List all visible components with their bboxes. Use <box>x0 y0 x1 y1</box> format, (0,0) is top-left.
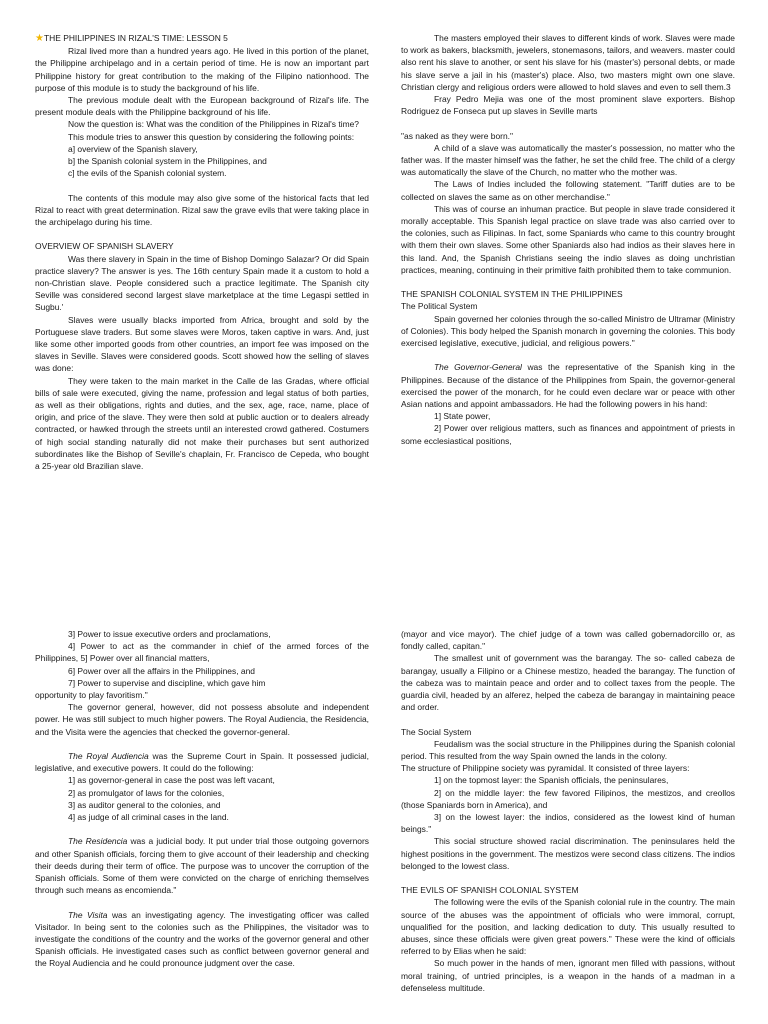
list-item: a] overview of the Spanish slavery, <box>68 143 198 154</box>
column-bottom-right <box>401 628 735 994</box>
paragraph: This was of course an inhuman practice. But people in slave trade considered it morally acceptable. This Spanish legal practice on slave trade was also carried over to the colonies, such as Filipinas. In fact, some Spaniards who came to this country brought with them their own slaves. Some other Spaniards also had indios as their slaves here in this land. And, the Spanish Christians seeing the indio slaves as doing unchristian practices, meaning, continuing in their primitive faith prohibited them to take communion. <box>401 203 735 275</box>
list-item: 4] Power to act as the commander in chief of the armed forces of the Philippines, 5] Power over all financial matters, <box>35 641 369 664</box>
paragraph: "as naked as they were born." <box>401 130 513 141</box>
list-item: b] the Spanish colonial system in the Philippines, and <box>68 156 267 167</box>
block-quote: So much power in the hands of men, ignorant men filled with passions, without moral training, of untried principles, is a weapon in the hands of a madman in a defenseless multitude. <box>401 958 735 993</box>
list-item: 1] as governor-general in case the post was left vacant, <box>68 775 275 786</box>
paragraph: The masters employed their slaves to different kinds of work. Slaves were made to work as bakers, blacksmith, jewelers, stonemasons, tailors, and weavers. master could also rent his slave to another, or sent his slave for his (master's) personal debts, or made his slave serve a jail in his (master's) place. Also, two masters might own one slave. Christian clergy and religious orders were allowed to hold slaves and even to sell them.3 <box>401 33 735 92</box>
paragraph: This module tries to answer this question by considering the following points: <box>68 131 355 142</box>
list-item: 2] on the middle layer: the few favored Filipinos, the mestizos, and creollos (those Spaniards born in America), and <box>401 787 735 810</box>
paragraph: This social structure showed racial discrimination. The peninsulares held the highest positions in the government. The mestizos were second class citizens. The indios belonged to the lowest class. <box>401 836 735 871</box>
paragraph: Now the question is: What was the condition of the Philippines in Rizal's time? <box>68 119 359 130</box>
list-item: 3] Power to issue executive orders and proclamations, <box>68 629 271 639</box>
term-royal-audiencia: The Royal Audiencia <box>68 751 149 762</box>
paragraph: The Governor-General was the representative of the Spanish king in the Philippines. Because of the distance of the Philippines from Spain, the governor-general exercised the power of the monarch, for he could even declare war or peace with other Asian nations and appoint ambassadors. He had the following powers in his hand: <box>401 362 735 410</box>
section-heading: THE SPANISH COLONIAL SYSTEM IN THE PHILIPPINES <box>401 289 623 300</box>
list-item: 2] as promulgator of laws for the colonies, <box>68 787 225 798</box>
column-top-left <box>35 32 369 472</box>
term-visita: The Visita <box>68 909 108 920</box>
subsection-heading: The Social System <box>401 726 472 737</box>
paragraph: Spain governed her colonies through the so-called Ministro de Ultramar (Ministry of Colonies). This body helped the Spanish monarch in governing the colonies. This body exercised legislative, executive, judicial, and religious powers." <box>401 313 735 349</box>
paragraph: The Royal Audiencia was the Supreme Court in Spain. It possessed judicial, legislative, and executive powers. It could do the following: <box>35 751 369 774</box>
list-item: 4] as judge of all criminal cases in the land. <box>68 812 229 823</box>
paragraph: The Visita was an investigating agency. The investigating officer was called Visitador. In being sent to the colonies such as the Philippines, the visitador was to investigate the conditions of the country and the works of the governor general and other Spanish officials. He investigated cases such as conflict between governor general and the Royal Audiencia and he could pronounce judgment over the case. <box>35 909 369 969</box>
paragraph: The following were the evils of the Spanish colonial rule in the country. The main source of the abuses was the appointment of officials who were immoral, corrupt, unqualified for the position, and lacking dedication to duty. This usually resulted to abuses, since these officials were given great powers." These were the kind of officials referred to by Elias when he said: <box>401 897 735 957</box>
paragraph: Slaves were usually blacks imported from Africa, brought and sold by the Portuguese slave traders. But some slaves were Moros, taken captive in wars. And, just like some other imported goods from other countries, an import fee was imposed on the slaves in Seville. Slaves were considered goods. Scott showed how the selling of slaves was done: <box>35 314 369 374</box>
paragraph: The structure of Philippine society was pyramidal. It consisted of three layers: <box>401 763 690 774</box>
paragraph: Rizal lived more than a hundred years ago. He lived in this portion of the planet, the Philippine archipelago and in a certain period of time. He is now an important part Philippine history for great contribution to the making of the Filipino nationhood. The purpose of this module is to study the background of his life. <box>35 46 369 93</box>
paragraph: Was there slavery in Spain in the time of Bishop Domingo Salazar? Or did Spain practice slavery? The answer is yes. The 16th century Spain made it a custom to hold a non-Christian slave. People considered such a practice legitimate. The Spanish city Seville was considered second largest slave marketplace at the time Legaspi settled in Sugbu.' <box>35 253 369 313</box>
block-quote: They were taken to the main market in the Calle de las Gradas, where official bills of sale were executed, giving the name, profession and legal status of both parties, as well as their obligations, rights and duties, and the sex, age, race, name, place of origin, and price of the slave. They were then sold at public auction or to dealers already contracted, or hawked through the streets until an interested crowd gathered. Costumers of high social standing naturally did not make their purchases but sent authorized subordinates like the Bishop of Seville's chaplain, Fr. Francisco de Cepeda, who bought a 25-year old Brazilian slave. <box>35 375 369 472</box>
term-governor-general: The Governor-General <box>434 362 522 373</box>
column-top-right <box>401 32 735 447</box>
paragraph: The contents of this module may also give some of the historical facts that led Rizal to react with great determination. Rizal saw the grave evils that were taking place in the archipelago during his time. <box>35 192 369 228</box>
section-heading: THE EVILS OF SPANISH COLONIAL SYSTEM <box>401 885 579 896</box>
section-heading: OVERVIEW OF SPANISH SLAVERY <box>35 241 174 252</box>
term-residencia: The Residencia <box>68 836 128 847</box>
list-item: opportunity to play favoritism." <box>35 690 148 701</box>
paragraph: (mayor and vice mayor). The chief judge of a town was called gobernadorcillo or, as fondly called, capitan." <box>401 629 735 652</box>
list-item: 7] Power to supervise and discipline, which gave him <box>68 677 266 688</box>
paragraph: The smallest unit of government was the barangay. The so- called cabeza de barangay, usually a Filipino or a Chinese mestizo, headed the barangay. The function of the cabeza was to maintain peace and order and to collect taxes from the people. The guardia civil, headed by an alferez, helped the cabeza de barangay in maintaining peace and order. <box>401 653 735 713</box>
paragraph: The previous module dealt with the European background of Rizal's life. The present module deals with the Philippine background of his life. <box>35 95 369 118</box>
paragraph: A child of a slave was automatically the master's possession, no matter who the father was. If the master himself was the father, he set the child free. The child of a clergy was automatically the slave of the Church, no matter who the mother was. <box>401 142 735 178</box>
star-icon: ★ <box>35 33 44 44</box>
lesson-title: ★THE PHILIPPINES IN RIZAL'S TIME: LESSON 5 <box>35 33 228 44</box>
paragraph: Feudalism was the social structure in the Philippines during the Spanish colonial period. This resulted from the way Spain owned the lands in the colony. <box>401 738 735 762</box>
list-item: 1] on the topmost layer: the Spanish officials, the peninsulares, <box>434 775 669 786</box>
paragraph: The Laws of Indies included the following statement. "Tariff duties are to be collected on slaves the same as on other merchandise." <box>401 179 735 202</box>
list-item: 3] on the lowest layer: the indios, considered as the lowest kind of human beings." <box>401 812 735 835</box>
paragraph: Fray Pedro Mejia was one of the most prominent slave exporters. Bishop Rodriguez de Fonseca put up slaves in Seville marts <box>401 94 735 117</box>
list-item: 1] State power, <box>434 411 491 422</box>
list-item: 6] Power over all the affairs in the Philippines, and <box>68 665 255 676</box>
paragraph: The Residencia was a judicial body. It put under trial those outgoing governors and other Spanish officials, forcing them to give account of their leadership and checking their deeds during their term of office. The purpose was to uncover the corruption of the Spanish officials. Some of them were convicted on the charge of enriching themselves through such means as encomienda." <box>35 836 369 896</box>
list-item: c] the evils of the Spanish colonial system. <box>68 168 227 179</box>
paragraph: The governor general, however, did not possess absolute and independent power. He was still subject to much higher powers. The Royal Audiencia, the Residencia, and the Visita were the agencies that checked the governor-general. <box>35 702 369 737</box>
list-item: 2] Power over religious matters, such as finances and appointment of priests in some ecclesiastical positions, <box>401 423 735 446</box>
column-bottom-left <box>35 628 369 970</box>
subsection-heading: The Political System <box>401 301 478 312</box>
list-item: 3] as auditor general to the colonies, and <box>68 799 221 810</box>
